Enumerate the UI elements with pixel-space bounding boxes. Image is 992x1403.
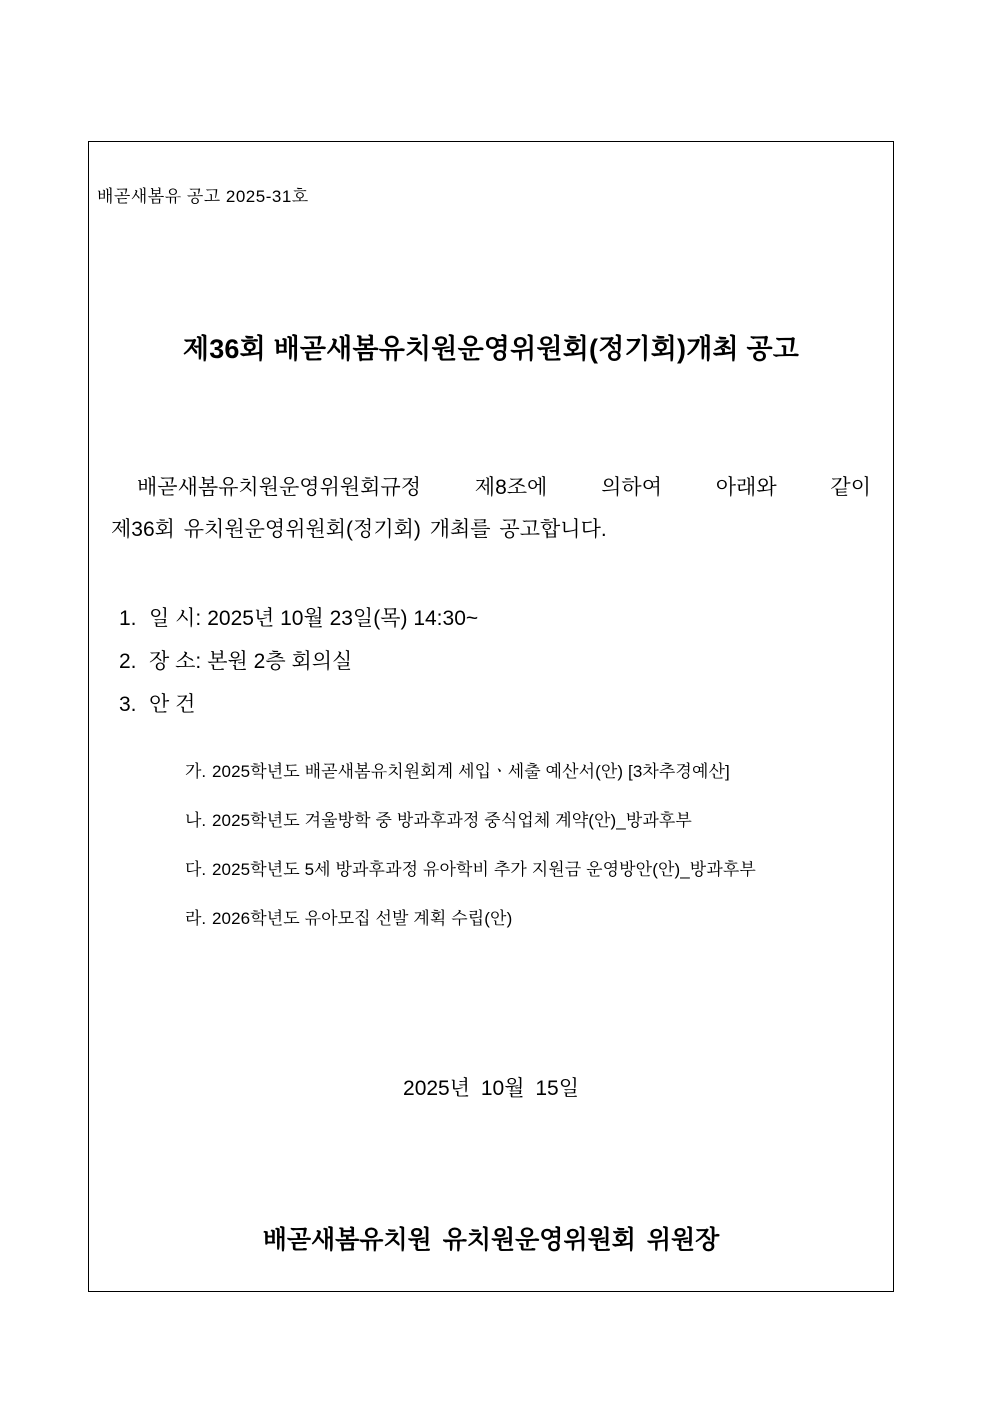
list-item-number: 1. [119, 607, 137, 630]
sub-item-text: 2025학년도 5세 방과후과정 유아학비 추가 지원금 운영방안(안)_방과후부 [212, 860, 756, 879]
list-item [185, 904, 883, 929]
list-item-label: 일 시: [149, 607, 202, 630]
list-item-label: 안 건 [149, 693, 196, 716]
intro-line-1: 배곧새봄유치원운영위원회규정 제8조에 의하여 아래와 같이 [137, 476, 871, 499]
list-item [119, 602, 871, 632]
sub-item-marker: 나. [185, 811, 207, 830]
list-item [119, 645, 871, 675]
announcement-page [88, 141, 894, 1292]
sub-item-text: 2025학년도 배곧새봄유치원회계 세입ㆍ세출 예산서(안) [3차추경예산] [212, 762, 730, 781]
sub-item-marker: 라. [185, 909, 207, 928]
sub-item-text: 2025학년도 겨울방학 중 방과후과정 중식업체 계약(안)_방과후부 [212, 811, 692, 830]
agenda-main-list [119, 602, 871, 731]
list-item [185, 855, 883, 880]
announcement-date: 2025년 10월 15일 [403, 1077, 579, 1100]
list-item-label: 장 소: [149, 650, 202, 673]
sub-item-marker: 다. [185, 860, 207, 879]
intro-paragraph [111, 467, 871, 551]
list-item-value: 본원 2층 회의실 [207, 650, 353, 673]
list-item-number: 2. [119, 650, 137, 673]
list-item-number: 3. [119, 693, 137, 716]
agenda-sub-list [185, 757, 883, 953]
list-item [185, 806, 883, 831]
signature-line: 배곧새봄유치원 유치원운영위원회 위원장 [262, 1226, 720, 1254]
intro-line-2: 제36회 유치원운영위원회(정기회) 개최를 공고합니다. [111, 518, 607, 541]
list-item-value: 2025년 10월 23일(목) 14:30~ [207, 607, 479, 630]
list-item [185, 757, 883, 782]
sub-item-marker: 가. [185, 762, 207, 781]
page-inner [89, 142, 893, 1291]
document-number: 배곧새봄유 공고 2025-31호 [97, 187, 309, 206]
list-item [119, 688, 871, 718]
page-title: 제36회 배곧새봄유치원운영위원회(정기회)개최 공고 [182, 334, 800, 364]
sub-item-text: 2026학년도 유아모집 선발 계획 수립(안) [212, 909, 513, 928]
